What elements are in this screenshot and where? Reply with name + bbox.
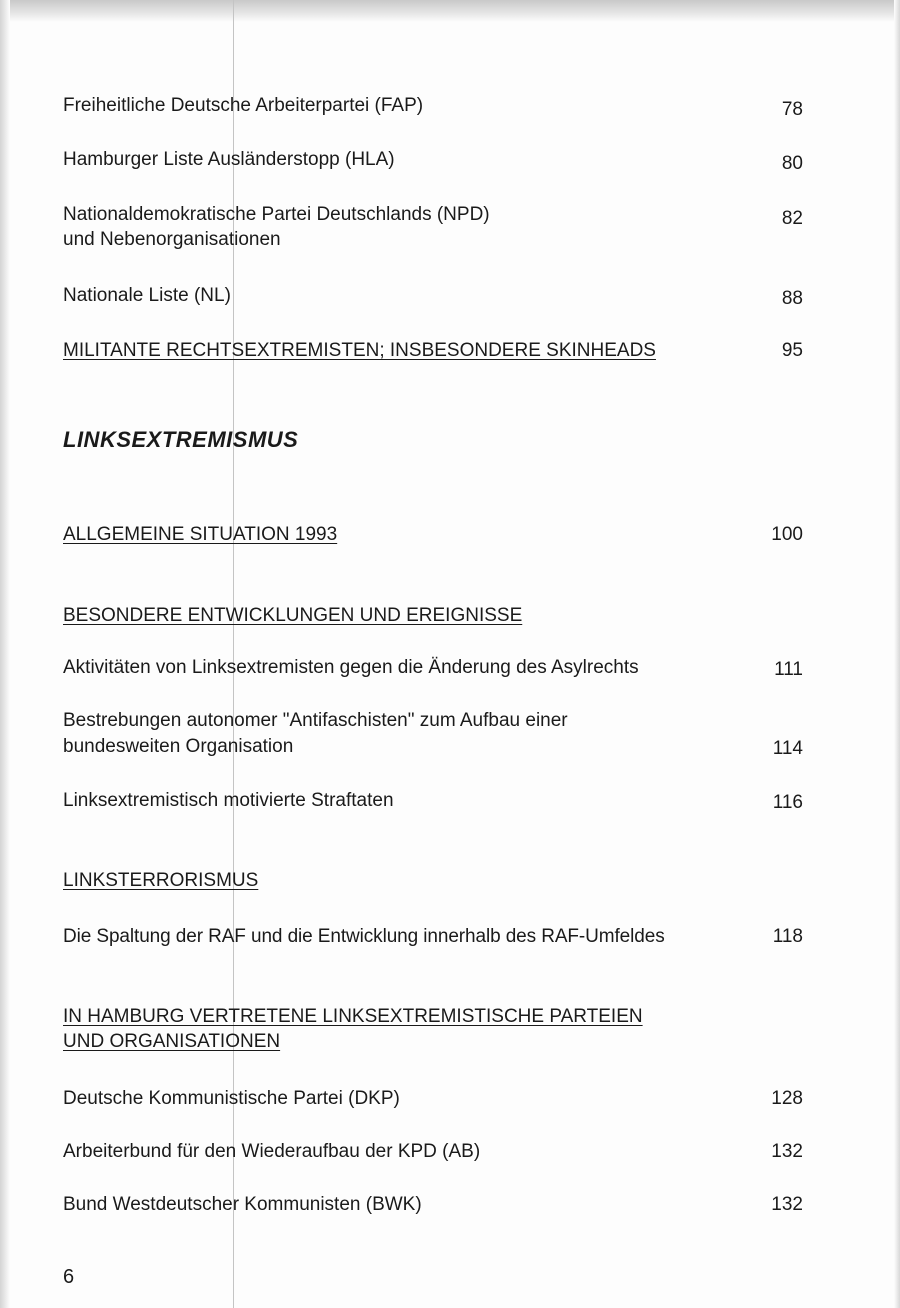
toc-entry-title: Freiheitliche Deutsche Arbeiterpartei (FAP) bbox=[63, 95, 424, 116]
toc-entry-title-line2: und Nebenorganisationen bbox=[63, 229, 281, 250]
toc-entry-antifaschisten bbox=[63, 710, 803, 760]
toc-entry-title-line2: bundesweiten Organisation bbox=[63, 736, 294, 757]
toc-entry-page: 132 bbox=[771, 1141, 803, 1162]
toc-heading-title: ALLGEMEINE SITUATION 1993 bbox=[63, 524, 338, 545]
toc-entry-page: 88 bbox=[781, 288, 803, 309]
toc-heading-title: BESONDERE ENTWICKLUNGEN UND EREIGNISSE bbox=[63, 605, 523, 626]
toc-entry-page: 95 bbox=[781, 340, 803, 361]
page-number: 6 bbox=[63, 1266, 75, 1288]
toc-entry-page: 118 bbox=[772, 926, 803, 947]
toc-entry-title: Deutsche Kommunistische Partei (DKP) bbox=[63, 1088, 400, 1109]
scan-fold-line bbox=[233, 0, 234, 1308]
toc-entry-title: Hamburger Liste Ausländerstopp (HLA) bbox=[63, 149, 395, 170]
toc-entry-title: Aktivitäten von Linksextremisten gegen die Änderung des Asylrechts bbox=[63, 657, 639, 678]
toc-entry-title: Nationale Liste (NL) bbox=[63, 285, 231, 306]
toc-entry-title: Arbeiterbund für den Wiederaufbau der KPD (AB) bbox=[63, 1141, 481, 1162]
section-title: LINKSEXTREMISMUS bbox=[63, 427, 299, 452]
toc-heading-title: IN HAMBURG VERTRETENE LINKSEXTREMISTISCHE PARTEIEN bbox=[63, 1006, 643, 1027]
toc-entry-page: 128 bbox=[771, 1088, 803, 1109]
toc-entry-page: 80 bbox=[781, 153, 803, 174]
toc-entry-title: Nationaldemokratische Partei Deutschlands (NPD) bbox=[63, 204, 490, 225]
toc-entry-npd bbox=[63, 204, 803, 252]
toc-heading-title: MILITANTE RECHTSEXTREMISTEN; INSBESONDERE SKINHEADS bbox=[63, 340, 656, 361]
toc-heading-title: LINKSTERRORISMUS bbox=[63, 870, 259, 891]
scan-top-edge bbox=[0, 0, 900, 22]
toc-heading-hamburg-parteien bbox=[63, 1006, 803, 1058]
toc-entry-page: 114 bbox=[772, 738, 803, 759]
toc-entry-title: Bestrebungen autonomer "Antifaschisten" zum Aufbau einer bbox=[63, 710, 568, 731]
toc-entry-page: 132 bbox=[771, 1194, 803, 1215]
toc-entry-page: 116 bbox=[772, 792, 803, 813]
scan-right-edge bbox=[894, 0, 900, 1308]
scan-left-edge bbox=[0, 0, 10, 1308]
toc-entry-title: Linksextremistisch motivierte Straftaten bbox=[63, 790, 394, 811]
toc-entry-title: Die Spaltung der RAF und die Entwicklung innerhalb des RAF-Umfeldes bbox=[63, 926, 665, 947]
toc-heading-title-line2: UND ORGANISATIONEN bbox=[63, 1031, 281, 1052]
toc-entry-page: 100 bbox=[771, 524, 803, 545]
toc-entry-page: 78 bbox=[781, 99, 803, 120]
toc-entry-page: 111 bbox=[774, 659, 803, 680]
toc-entry-page: 82 bbox=[781, 208, 803, 229]
toc-entry-title: Bund Westdeutscher Kommunisten (BWK) bbox=[63, 1194, 422, 1215]
